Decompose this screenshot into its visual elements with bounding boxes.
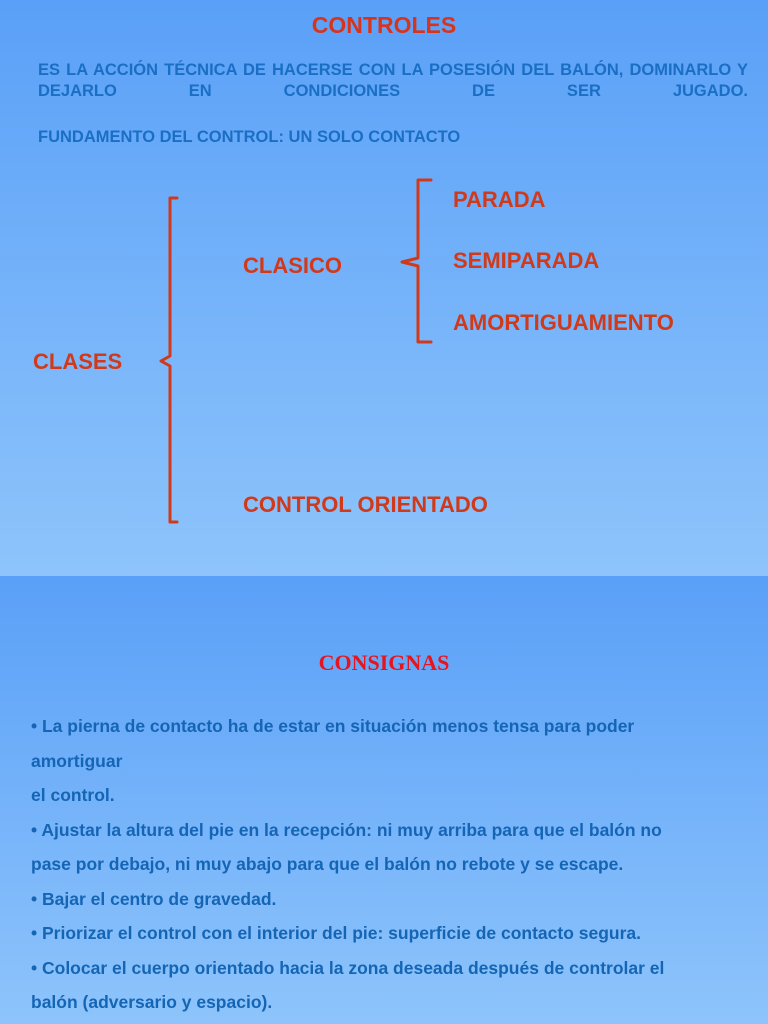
list-item: • Bajar el centro de gravedad. bbox=[31, 888, 277, 909]
consignas-title: CONSIGNAS bbox=[318, 650, 450, 675]
definition-text: ES LA ACCIÓN TÉCNICA DE HACERSE CON LA POSESIÓN DEL BALÓN, DOMINARLO Y DEJARLO EN CONDICIONES DE SER JUGADO. bbox=[38, 61, 748, 100]
parada-label: PARADA bbox=[453, 187, 546, 212]
list-item: el control. bbox=[31, 785, 115, 805]
clasico-label: CLASICO bbox=[243, 253, 342, 278]
semiparada-label: SEMIPARADA bbox=[453, 248, 600, 273]
clases-label: CLASES bbox=[33, 349, 123, 374]
list-item: • Colocar el cuerpo orientado hacia la zona deseada después de controlar el bbox=[31, 957, 665, 978]
list-item: amortiguar bbox=[31, 750, 123, 771]
consignas-list bbox=[31, 709, 736, 1020]
slide-consignas bbox=[0, 576, 768, 1024]
clasico-brace bbox=[402, 180, 431, 342]
fundamento-text: FUNDAMENTO DEL CONTROL: UN SOLO CONTACTO bbox=[38, 128, 461, 146]
list-item: • Priorizar el control con el interior del pie: superficie de contacto segura. bbox=[31, 923, 642, 943]
list-item: • La pierna de contacto ha de estar en situación menos tensa para poder bbox=[31, 716, 635, 736]
control-orientado-label: CONTROL ORIENTADO bbox=[243, 492, 488, 517]
list-item: • Ajustar la altura del pie en la recepción: ni muy arriba para que el balón no bbox=[31, 819, 662, 840]
amortiguamiento-label: AMORTIGUAMIENTO bbox=[453, 310, 674, 335]
list-item: balón (adversario y espacio). bbox=[31, 992, 273, 1012]
slide-title: CONTROLES bbox=[311, 12, 457, 38]
list-item: pase por debajo, ni muy abajo para que el balón no rebote y se escape. bbox=[31, 854, 624, 874]
clases-brace bbox=[161, 198, 177, 522]
